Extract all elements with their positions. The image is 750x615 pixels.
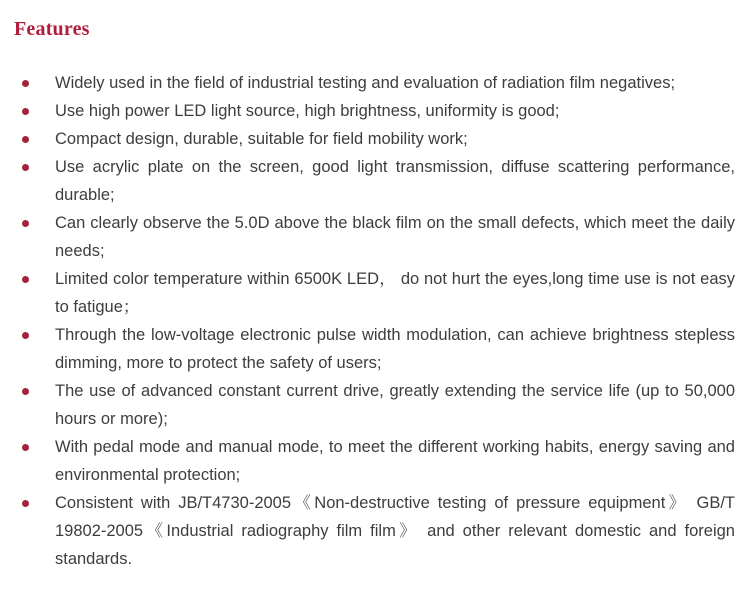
- feature-text: Compact design, durable, suitable for field mobility work;: [55, 130, 468, 148]
- feature-text: Widely used in the field of industrial testing and evaluation of radiation film negatives;: [55, 74, 676, 92]
- feature-text: Can clearly observe the 5.0D above the black film on the small defects, which meet the daily needs;: [55, 214, 735, 260]
- bullet-icon: [22, 80, 29, 87]
- feature-text: Consistent with JB/T4730-2005《Non-destructive testing of pressure equipment》 GB/T 19802-2005《Industrial radiography film film》 and other relevant domestic and foreign standards.: [55, 494, 735, 568]
- list-item: [14, 489, 735, 573]
- feature-text: Through the low-voltage electronic pulse width modulation, can achieve brightness stepless dimming, more to protect the safety of users;: [55, 326, 735, 372]
- list-item: [14, 153, 735, 209]
- list-item: [14, 265, 735, 321]
- list-item: [14, 321, 735, 377]
- list-item: [14, 377, 735, 433]
- list-item: [14, 433, 735, 489]
- page-title: Features: [14, 18, 90, 40]
- feature-text: Use acrylic plate on the screen, good light transmission, diffuse scattering performance, durable;: [55, 158, 735, 204]
- list-item: [14, 69, 735, 97]
- feature-text: Use high power LED light source, high brightness, uniformity is good;: [55, 102, 560, 120]
- list-item: [14, 125, 735, 153]
- feature-text: Limited color temperature within 6500K LED， do not hurt the eyes,long time use is not easy to fatigue；: [55, 270, 735, 316]
- feature-text: The use of advanced constant current drive, greatly extending the service life (up to 50,000 hours or more);: [55, 382, 735, 428]
- bullet-icon: [22, 500, 29, 507]
- bullet-icon: [22, 108, 29, 115]
- bullet-icon: [22, 388, 29, 395]
- bullet-icon: [22, 444, 29, 451]
- feature-text: With pedal mode and manual mode, to meet the different working habits, energy saving and environmental protection;: [55, 438, 735, 484]
- list-item: [14, 97, 735, 125]
- list-item: [14, 209, 735, 265]
- bullet-icon: [22, 136, 29, 143]
- bullet-icon: [22, 276, 29, 283]
- features-list: [14, 69, 735, 573]
- bullet-icon: [22, 164, 29, 171]
- bullet-icon: [22, 332, 29, 339]
- features-page: [0, 16, 750, 615]
- bullet-icon: [22, 220, 29, 227]
